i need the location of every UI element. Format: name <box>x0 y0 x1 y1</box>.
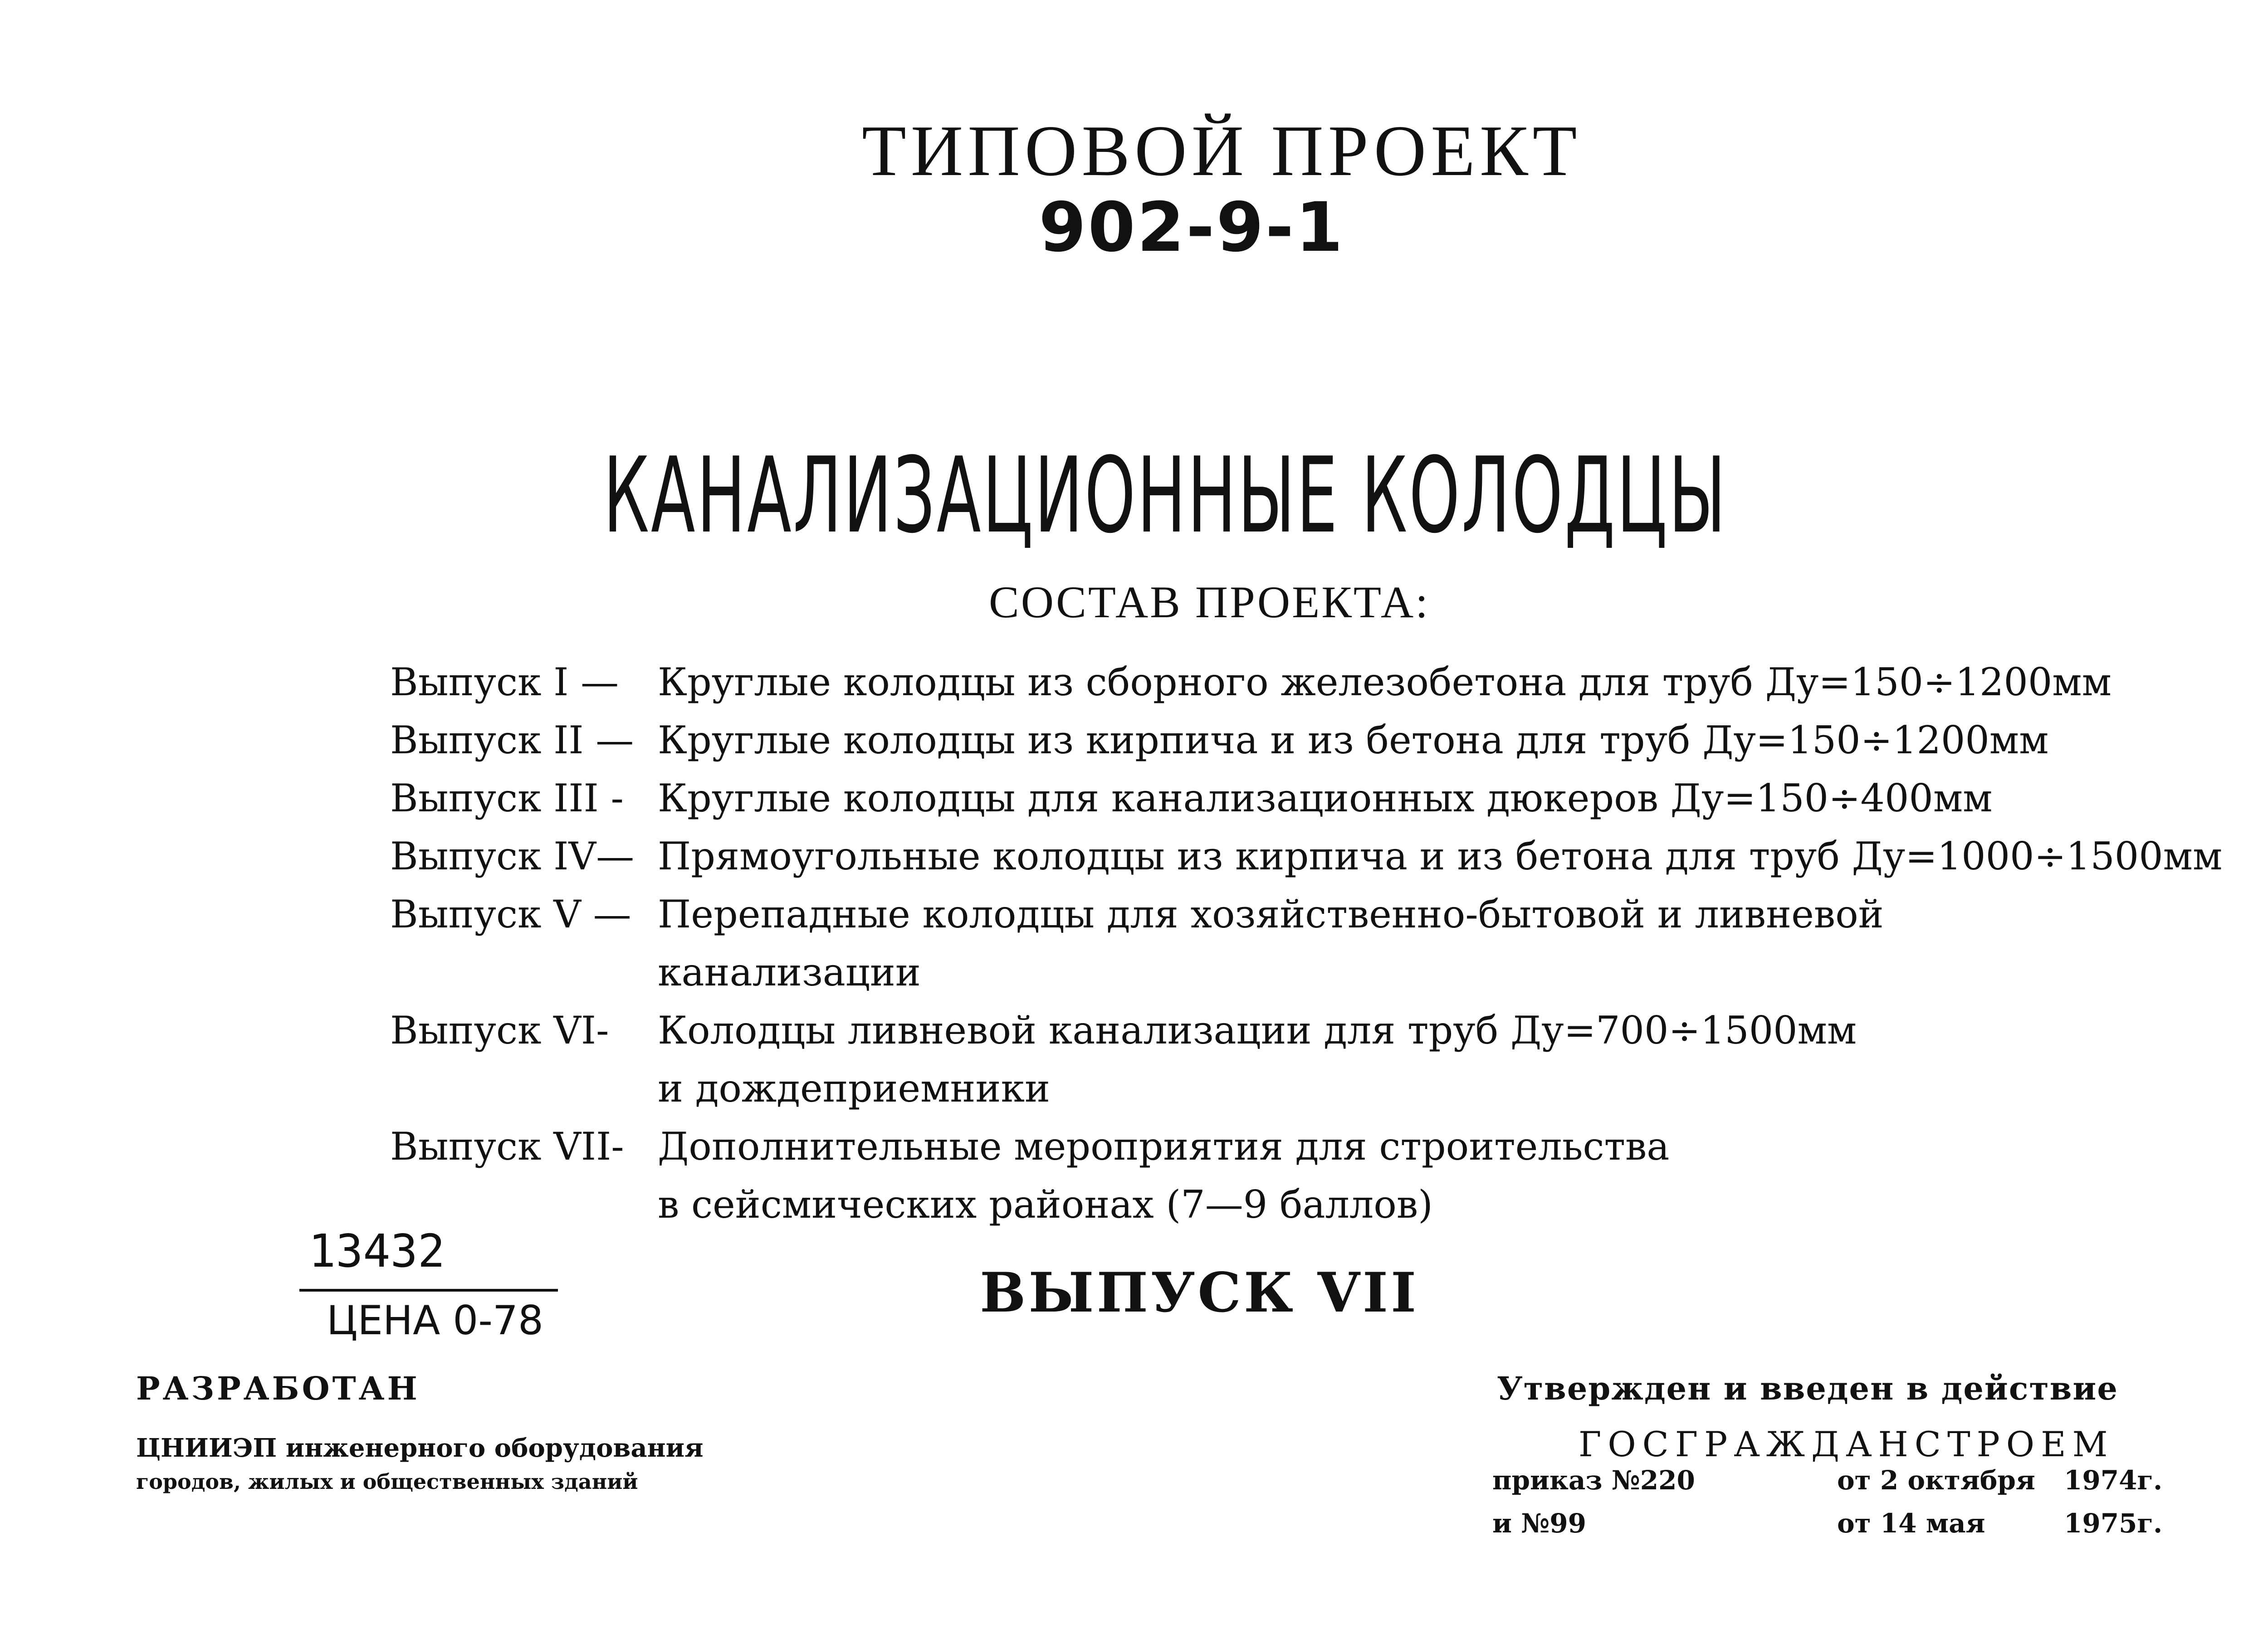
developer-org-line2: городов, жилых и общественных зданий <box>136 1469 638 1494</box>
composition-heading: СОСТАВ ПРОЕКТА: <box>989 577 1430 627</box>
list-item <box>390 1001 2222 1059</box>
issue-text: Прямоугольные колодцы из кирпича и из бетона для труб Ду=1000÷1500мм <box>658 834 2223 878</box>
list-item <box>390 1117 2222 1176</box>
developer-label: РАЗРАБОТАН <box>136 1370 420 1407</box>
order-number: приказ №220 <box>1492 1465 1695 1496</box>
order-year: 1975г. <box>2064 1508 2163 1539</box>
issue-text: Колодцы ливневой канализации для труб Ду=700÷1500мм <box>658 1008 1857 1053</box>
issue-label: Выпуск I — <box>390 660 619 704</box>
stamp-price: ЦЕНА 0-78 <box>327 1297 543 1344</box>
issue-label: Выпуск V — <box>390 892 631 937</box>
issue-text: Круглые колодцы из сборного железобетона для труб Ду=150÷1200мм <box>658 660 2112 704</box>
order-number: и №99 <box>1492 1508 1586 1539</box>
issue-text: Круглые колодцы для канализационных дюкеров Ду=150÷400мм <box>658 776 1993 820</box>
issue-label: Выпуск II — <box>390 718 634 762</box>
list-item <box>390 885 2222 943</box>
developer-org-line1: ЦНИИЭП инженерного оборудования <box>136 1433 704 1463</box>
issue-text: Круглые колодцы из кирпича и из бетона для труб Ду=150÷1200мм <box>658 718 2049 762</box>
issue-label: Выпуск IV— <box>390 834 635 878</box>
list-item <box>390 653 2222 711</box>
issue-label: Выпуск VII- <box>390 1124 624 1169</box>
issue-text: Дополнительные мероприятия для строительства <box>658 1124 1670 1169</box>
order-year: 1974г. <box>2064 1465 2163 1496</box>
approval-line: Утвержден и введен в действие <box>1497 1370 2118 1407</box>
order-date: от 14 мая <box>1837 1508 1985 1539</box>
document-title: КАНАЛИЗАЦИОННЫЕ КОЛОДЦЫ <box>603 435 1728 556</box>
issue-label: Выпуск III - <box>390 776 624 820</box>
stamp-underline <box>299 1289 558 1292</box>
order-row <box>1492 1465 2162 1496</box>
order-date: от 2 октября <box>1837 1465 2035 1496</box>
order-row <box>1492 1508 2162 1539</box>
project-number: 902-9-1 <box>1039 188 1345 267</box>
issue-text-continuation: и дождеприемники <box>658 1066 1050 1111</box>
issue-text-continuation: в сейсмических районах (7—9 баллов) <box>658 1182 1433 1227</box>
stamp-number: 13432 <box>308 1224 445 1278</box>
list-item <box>390 827 2222 885</box>
list-item <box>390 769 2222 827</box>
issue-text: Перепадные колодцы для хозяйственно-бытовой и ливневой <box>658 892 1884 937</box>
current-issue: ВЫПУСК VII <box>980 1261 1419 1325</box>
approval-authority: ГОСГРАЖДАНСТРОЕМ <box>1579 1424 2114 1464</box>
issues-list <box>390 653 2222 1234</box>
issue-text-continuation: канализации <box>658 950 921 995</box>
list-item <box>390 711 2222 769</box>
issue-label: Выпуск VI- <box>390 1008 609 1053</box>
project-type-heading: ТИПОВОЙ ПРОЕКТ <box>862 110 1582 191</box>
